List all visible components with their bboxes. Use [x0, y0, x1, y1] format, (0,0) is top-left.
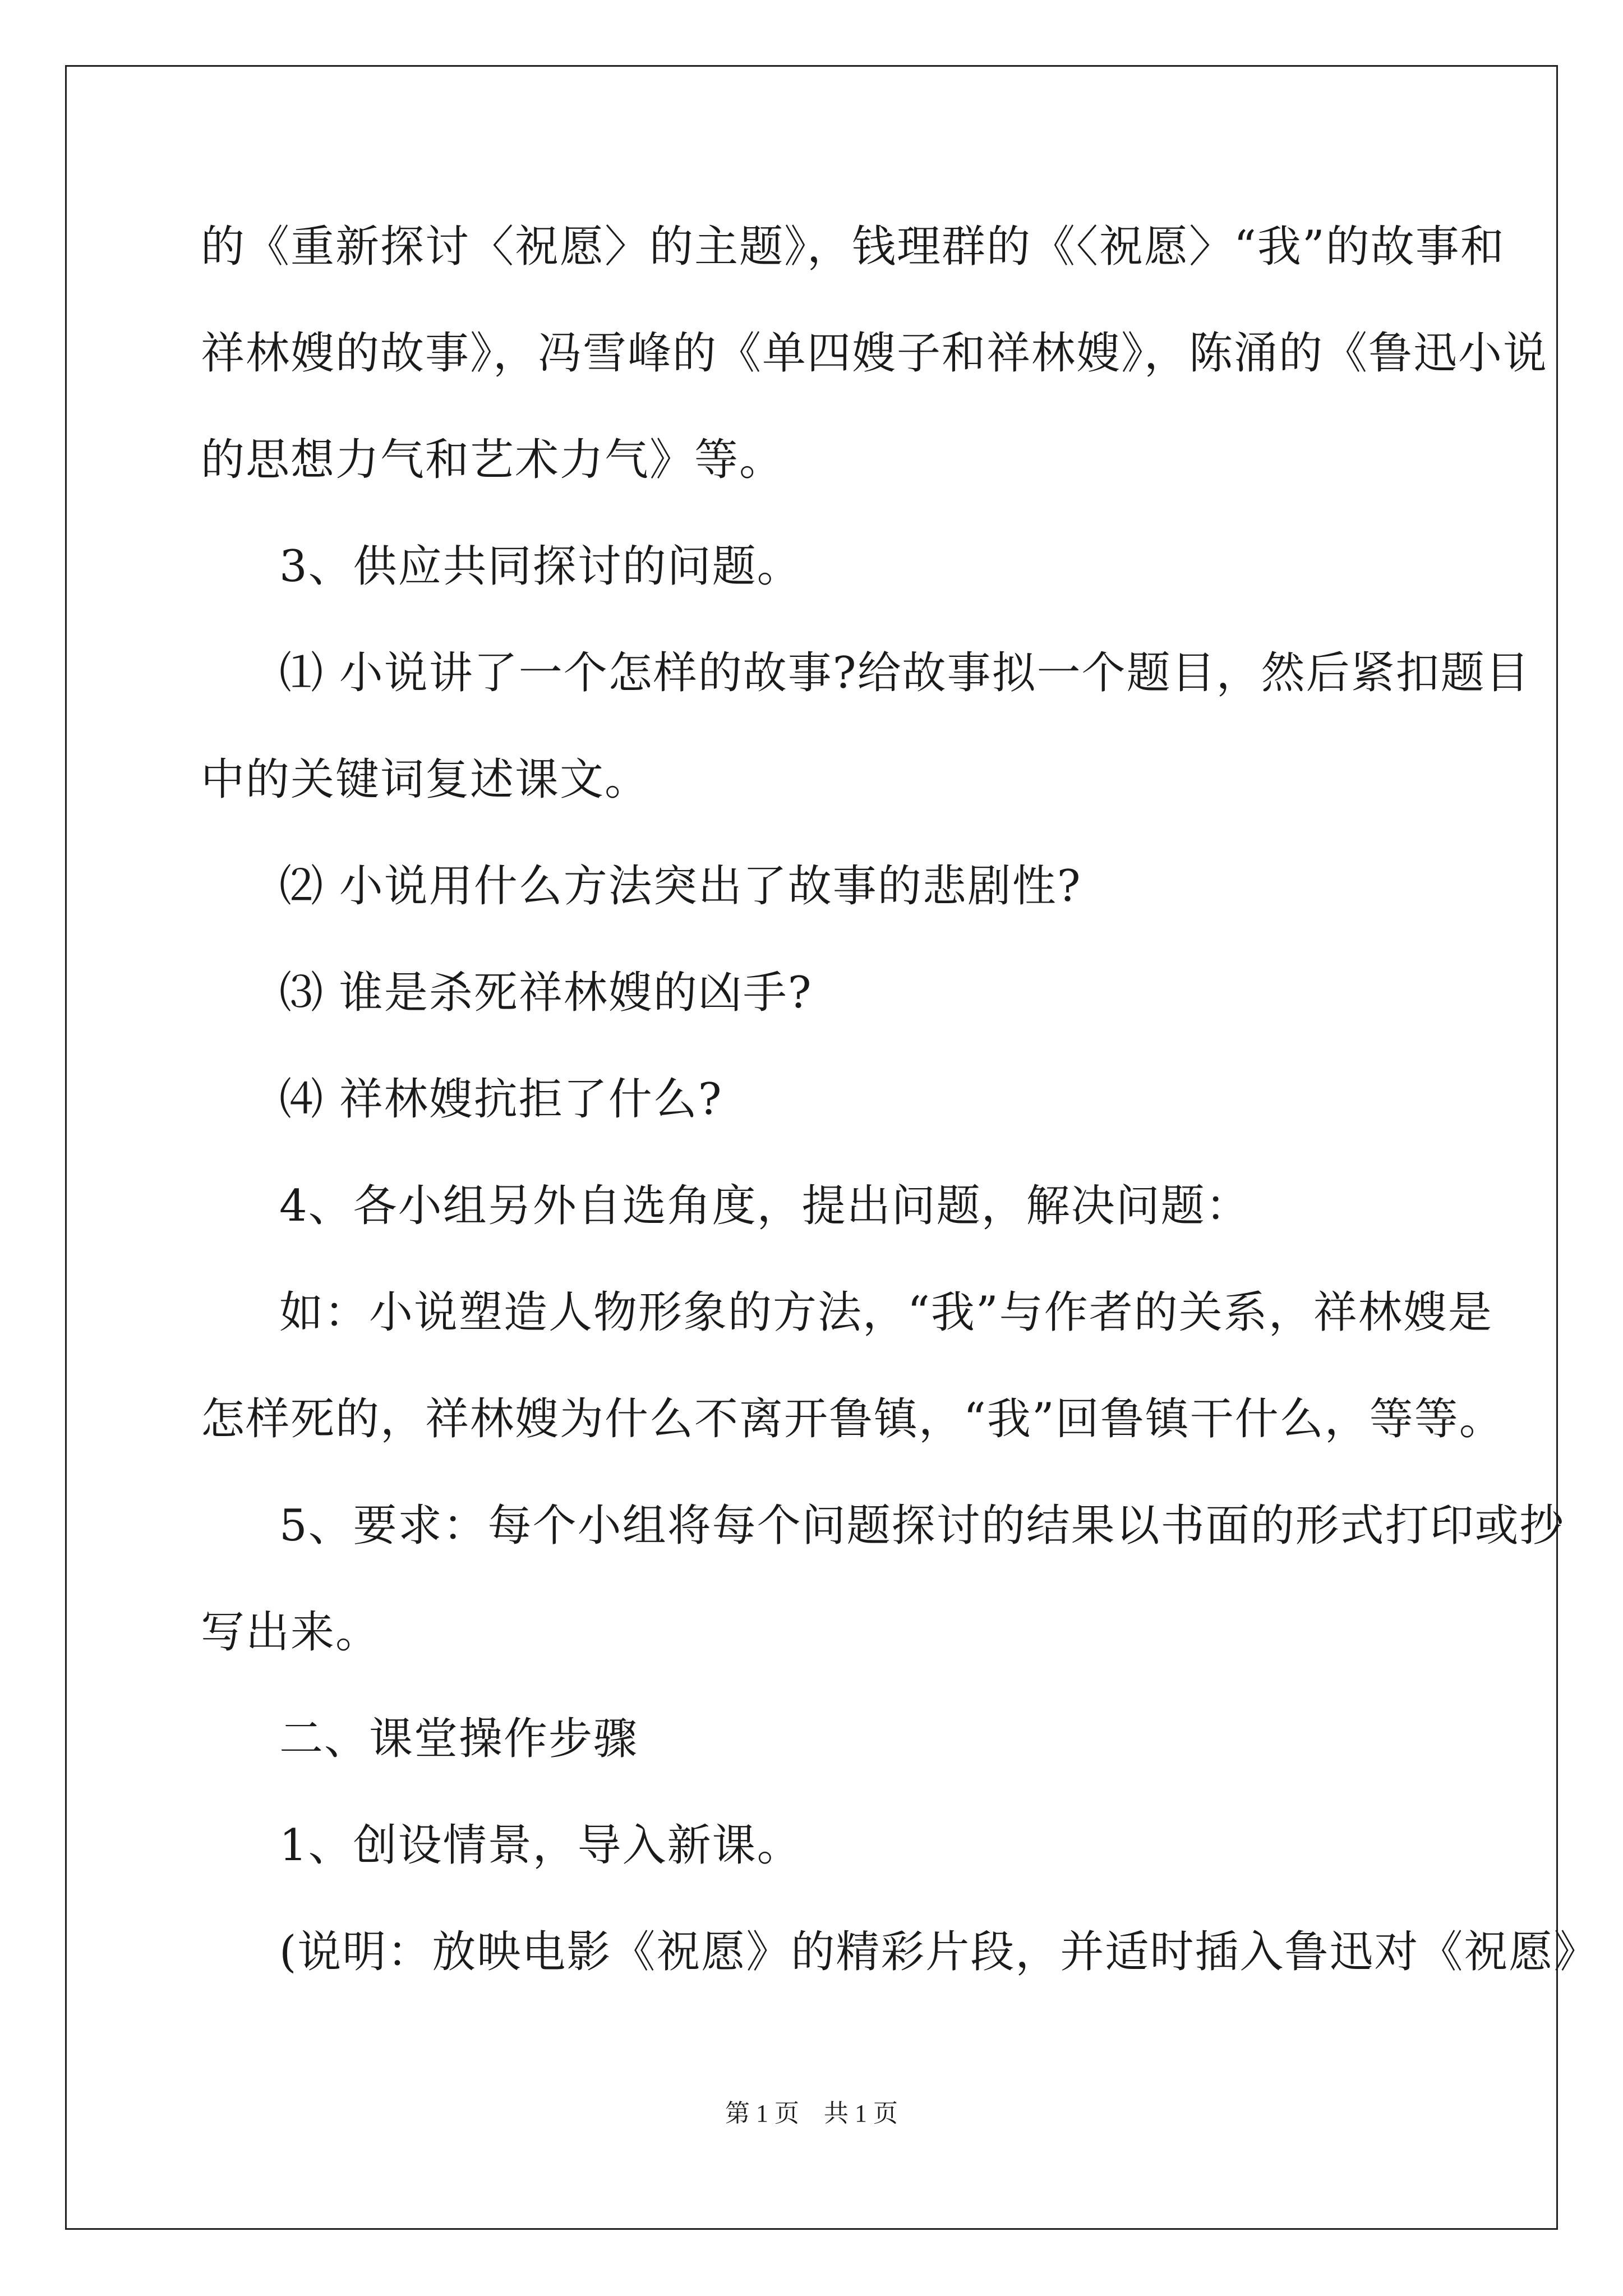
text-line: 怎样死的，祥林嫂为什么不离开鲁镇，“我”回鲁镇干什么，等等。	[201, 1394, 1504, 1444]
text-line: 二、课堂操作步骤	[279, 1714, 639, 1764]
text-line: 1、创设情景，导入新课。	[279, 1820, 802, 1871]
page-number-footer: 第 1 页 共 1 页	[725, 2100, 898, 2127]
text-line: ⑷ 祥林嫂抗拒了什么?	[279, 1074, 723, 1125]
text-line: 4、各小组另外自选角度，提出问题，解决问题：	[279, 1181, 1251, 1231]
text-line: ⑵ 小说用什么方法突出了故事的悲剧性?	[279, 861, 1082, 912]
text-line: 中的关键词复述课文。	[201, 754, 650, 805]
text-line: 写出来。	[201, 1607, 381, 1658]
text-line: 3、供应共同探讨的问题。	[279, 541, 802, 592]
text-line: ⑶ 谁是杀死祥林嫂的凶手?	[279, 968, 813, 1018]
text-line: 祥林嫂的故事》，冯雪峰的《单四嫂子和祥林嫂》，陈涌的《鲁迅小说	[201, 328, 1548, 379]
text-line: ⑴ 小说讲了一个怎样的故事?给故事拟一个题目，然后紧扣题目	[279, 648, 1530, 698]
text-line: 5、要求：每个小组将每个问题探讨的结果以书面的形式打印或抄	[279, 1501, 1565, 1551]
page-border	[65, 65, 1558, 2230]
text-line: 的《重新探讨〈祝愿〉的主题》，钱理群的《〈祝愿〉“我”的故事和	[201, 222, 1505, 272]
text-line: 如：小说塑造人物形象的方法，“我”与作者的关系，祥林嫂是	[279, 1287, 1493, 1338]
text-line: 的思想力气和艺术力气》等。	[201, 435, 785, 485]
text-line: (说明：放映电影《祝愿》的精彩片段，并适时插入鲁迅对《祝愿》	[279, 1927, 1599, 1977]
